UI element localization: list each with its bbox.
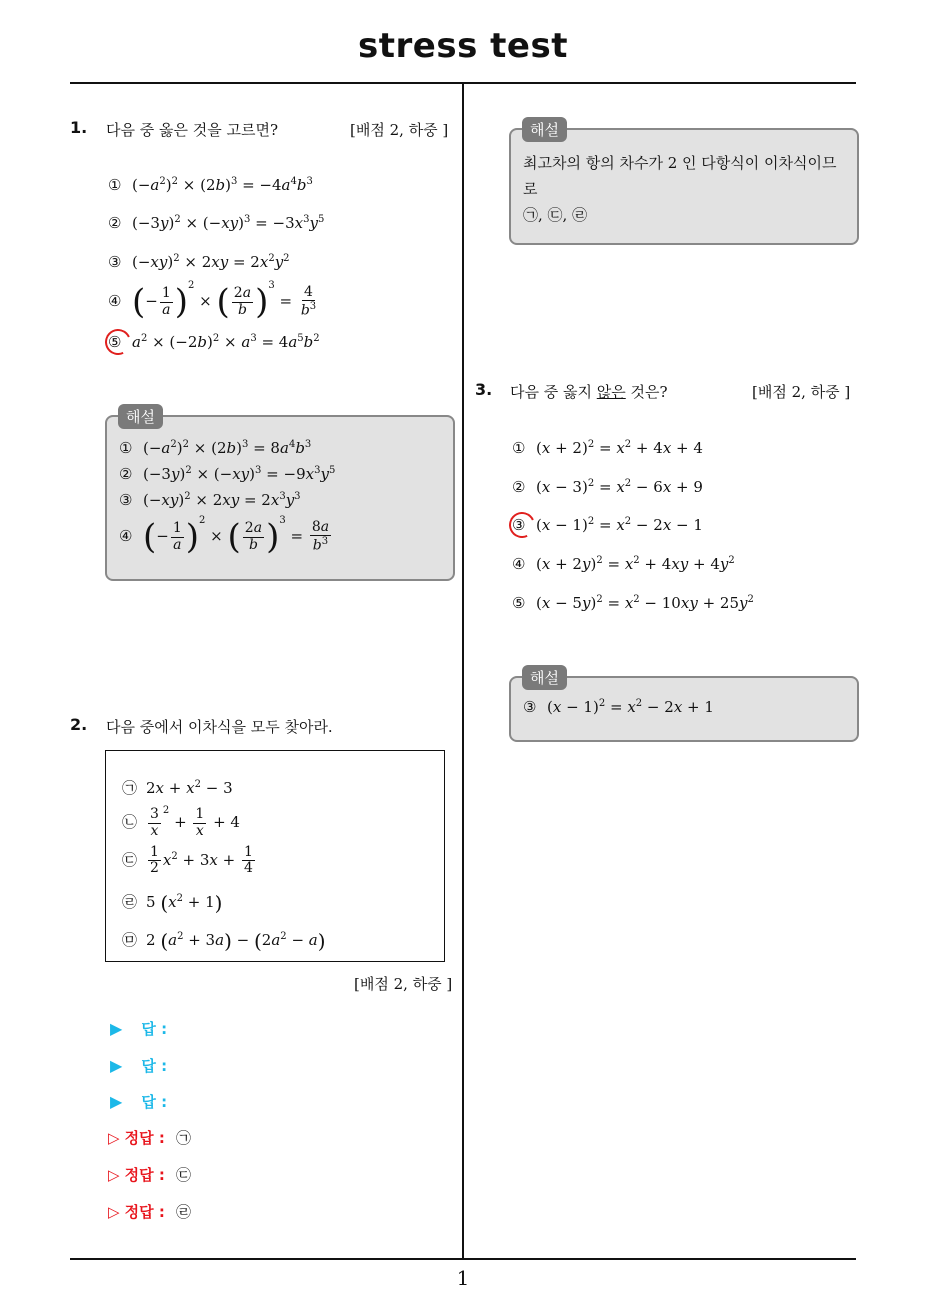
question-3-score: [배점 2, 하중 ]: [752, 383, 851, 401]
q2-item-5: ㉤ 2 $(a^2 + 3a) - (2a^2 - a)$: [122, 929, 326, 953]
q3-solution-line-1: ③ $(x - 1)^2 = x^2 - 2x + 1$: [523, 698, 714, 716]
q3-option-4[interactable]: ④ $(x + 2y)^2 = x^2 + 4xy + 4y^2$: [512, 555, 735, 573]
correct-value: ㉠: [175, 1129, 191, 1147]
option-marker: ①: [512, 439, 526, 457]
selected-answer-circle: [505, 508, 538, 541]
column-divider: [462, 84, 464, 1258]
question-2-number: 2.: [70, 715, 88, 734]
q3-option-3[interactable]: ③ $(x - 1)^2 = x^2 - 2x - 1$: [512, 516, 703, 534]
correct-answer-1: [108, 1127, 191, 1148]
option-marker: ⑤: [512, 594, 526, 612]
solution-marker: ④: [119, 527, 133, 545]
q1-solution-line-4: ④ (− $\frac{1}{a}$ )$^2$ × ( $\frac{2a}{b}$ )$^3$ = $\frac{8a}{b^3}$: [119, 515, 330, 557]
item-marker: ㉡: [122, 813, 138, 831]
q3-solution-tag: 해설: [522, 665, 567, 690]
question-3-number: 3.: [475, 380, 493, 399]
option-marker: ③: [512, 516, 526, 534]
q3-text-after: 것은?: [625, 383, 668, 401]
correct-label: 정답 :: [124, 1203, 165, 1221]
q1-solution-line-2: ② $(-3y)^2 \times (-xy)^3 = -9x^3y^5$: [119, 465, 336, 483]
hollow-triangle-icon: ▷: [108, 1129, 120, 1147]
q2-solution-tag: 해설: [522, 117, 567, 142]
solution-marker: ③: [523, 698, 537, 716]
answer-line-2[interactable]: [110, 1055, 167, 1076]
q1-option-5[interactable]: ⑤ $a^2 \times (-2b)^2 \times a^3 = 4a^5b^2$: [108, 333, 320, 351]
q1-option-4[interactable]: ④ (− $\frac{1}{a}$ )$^2$ × ( $\frac{2a}{b}$ )$^3$ = $\frac{4}{b^3}$: [108, 280, 317, 322]
q3-option-2[interactable]: ② $(x - 3)^2 = x^2 - 6x + 9$: [512, 478, 703, 496]
option-marker: ②: [512, 478, 526, 496]
page-title: stress test: [358, 26, 568, 66]
correct-answer-3: [108, 1201, 191, 1222]
q1-solution-tag: 해설: [118, 404, 163, 429]
question-2-score: [배점 2, 하중 ]: [354, 975, 453, 993]
q2-solution-line-3: ㉠, ㉢, ㉣: [523, 206, 588, 224]
q2-solution-line-2: 로: [523, 180, 538, 198]
option-marker: ③: [108, 253, 122, 271]
play-triangle-icon: ▶: [110, 1056, 123, 1075]
option-marker: ⑤: [108, 333, 122, 351]
page-number: 1: [456, 1266, 470, 1290]
answer-line-1[interactable]: [110, 1018, 167, 1039]
question-1-text: 다음 중 옳은 것을 고르면?: [106, 121, 279, 139]
q1-option-2[interactable]: ② $(-3y)^2 \times (-xy)^3 = -3x^3y^5$: [108, 214, 325, 232]
play-triangle-icon: ▶: [110, 1019, 123, 1038]
question-3-text: [510, 381, 668, 402]
q2-item-4: ㉣ 5 $(x^2 + 1)$: [122, 891, 223, 915]
solution-marker: ①: [119, 439, 133, 457]
q1-option-1[interactable]: ① $(-a^2)^2 \times (2b)^3 = -4a^4b^3$: [108, 176, 313, 194]
q2-item-1: ㉠ $2x + x^2 - 3$: [122, 779, 233, 797]
hollow-triangle-icon: ▷: [108, 1203, 120, 1221]
q1-solution-box: [105, 415, 455, 581]
option-marker: ②: [108, 214, 122, 232]
correct-answer-2: [108, 1164, 191, 1185]
q3-text-underlined: 않은: [596, 383, 626, 401]
item-marker: ㉤: [122, 931, 138, 949]
question-2-text: 다음 중에서 이차식을 모두 찾아라.: [106, 718, 333, 736]
item-marker: ㉠: [122, 779, 138, 797]
item-marker: ㉣: [122, 893, 138, 911]
q2-item-2: ㉡ $\frac{3}{x}$ $^2$ + $\frac{1}{x}$ + 4: [122, 805, 240, 839]
item-marker: ㉢: [122, 850, 138, 869]
footer-rule: [70, 1258, 856, 1260]
q2-solution-box: [509, 128, 859, 245]
question-1-score: [배점 2, 하중 ]: [350, 121, 449, 139]
question-1-number: 1.: [70, 118, 88, 137]
answer-label: 답 :: [141, 1057, 168, 1075]
answer-line-3[interactable]: [110, 1091, 167, 1112]
solution-marker: ②: [119, 465, 133, 483]
correct-label: 정답 :: [124, 1129, 165, 1147]
q3-text-before: 다음 중 옳지: [510, 383, 597, 401]
answer-label: 답 :: [141, 1020, 168, 1038]
selected-answer-circle: [101, 325, 134, 358]
q2-expression-box: [105, 750, 445, 962]
q2-solution-line-1: 최고차의 항의 차수가 2 인 다항식이 이차식이므: [523, 154, 837, 172]
solution-marker: ③: [119, 491, 133, 509]
answer-label: 답 :: [141, 1093, 168, 1111]
correct-label: 정답 :: [124, 1166, 165, 1184]
option-marker: ①: [108, 176, 122, 194]
play-triangle-icon: ▶: [110, 1092, 123, 1111]
q1-option-3[interactable]: ③ $(-xy)^2 \times 2xy = 2x^2y^2$: [108, 253, 290, 271]
option-marker: ④: [512, 555, 526, 573]
q1-solution-line-1: ① $(-a^2)^2 \times (2b)^3 = 8a^4b^3$: [119, 439, 312, 457]
q3-option-5[interactable]: ⑤ $(x - 5y)^2 = x^2 - 10xy + 25y^2$: [512, 594, 754, 612]
q1-solution-line-3: ③ $(-xy)^2 \times 2xy = 2x^3y^3$: [119, 491, 301, 509]
hollow-triangle-icon: ▷: [108, 1166, 120, 1184]
correct-value: ㉢: [175, 1166, 191, 1184]
option-marker: ④: [108, 292, 122, 310]
q2-item-3: ㉢ $\frac{1}{2}$ $x^2 + 3x$ + $\frac{1}{4}$: [122, 844, 253, 877]
correct-value: ㉣: [175, 1203, 191, 1221]
q3-option-1[interactable]: ① $(x + 2)^2 = x^2 + 4x + 4$: [512, 439, 703, 457]
